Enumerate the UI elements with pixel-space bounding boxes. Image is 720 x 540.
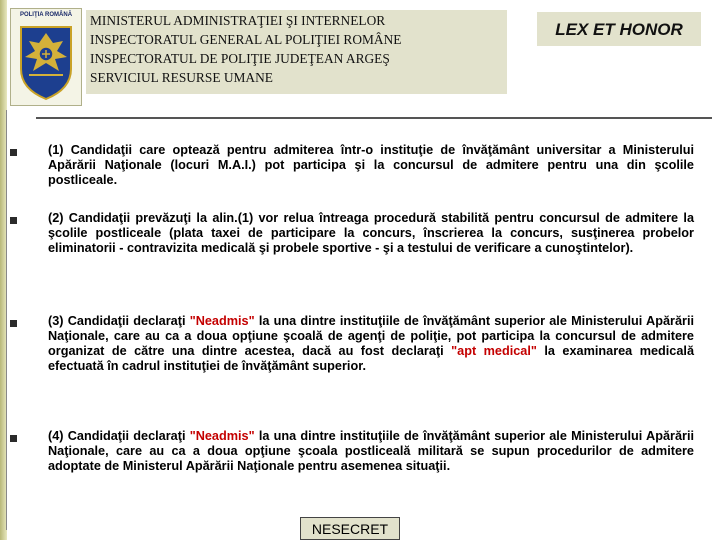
motto-box <box>537 12 701 46</box>
status-neadmis: "Neadmis" <box>189 429 255 443</box>
header-separator <box>36 117 712 119</box>
paragraph-2: (2) Candidaţii prevăzuţi la alin.(1) vor relua întreaga procedură stabilită pentru concursul de admitere la şcolile postliceale (plata taxei de participare la concurs, înscrierea la concurs, susţinerea probelor eliminatorii - contravizita medicală şi probele sportive - şi a testului de verificare a cunoştintelor). <box>48 211 694 255</box>
left-divider-line <box>6 110 7 530</box>
status-neadmis: "Neadmis" <box>189 314 255 328</box>
coat-of-arms-icon <box>15 23 77 101</box>
bullet-icon <box>10 435 17 442</box>
paragraph-1: (1) Candidaţii care optează pentru admiterea într-o instituţie de învăţământ universitar a Ministerului Apărării Naţionale (locuri M.A.I.) pot participa şi la concursul de admitere pentru una din şcolile postliceale. <box>48 143 694 187</box>
classification-label: NESECRET <box>311 521 389 537</box>
paragraph-4-body: la una dintre instituţiile de învăţământ superior ale Ministerului Apărării Naţionale, care au ca a doua opţiune şcoala postliceală militară se supun procedurilor de admitere adoptate de Ministerul Apărării Naţionale pentru asemenea situaţii. <box>48 429 695 473</box>
paragraph-3-end: la examinarea medicală efectuată în cadrul instituţiei de învăţământ superior. <box>48 344 695 373</box>
logo-text: POLIŢIA ROMÂNĂ <box>19 12 73 18</box>
paragraph-3 <box>48 314 694 374</box>
bullet-icon <box>10 149 17 156</box>
police-logo <box>10 8 82 106</box>
header-line-service: SERVICIUL RESURSE UMANE <box>90 70 273 85</box>
paragraph-4-intro: (4) Candidaţii declaraţi <box>48 429 190 443</box>
header-line-general-inspectorate: INSPECTORATUL GENERAL AL POLIŢIEI ROMÂNE <box>90 32 402 47</box>
bullet-icon <box>10 217 17 224</box>
classification-box <box>300 517 400 540</box>
header-line-county-inspectorate: INSPECTORATUL DE POLIŢIE JUDEŢEAN ARGEŞ <box>90 51 390 66</box>
status-apt-medical: "apt medical" <box>451 344 537 358</box>
motto-text: LEX ET HONOR <box>555 20 683 39</box>
bullet-icon <box>10 320 17 327</box>
header-line-ministry: MINISTERUL ADMINISTRAŢIEI ŞI INTERNELOR <box>90 13 386 28</box>
header-box <box>86 10 507 94</box>
paragraph-3-body: la una dintre instituţiile de învăţământ superior ale Ministerului Apărării Naţionale, care au ca a doua opţiune şcoală de agenţi de poliţie, pot participa la concursul de admitere organizat de către una dintre acestea, dacă au fost declaraţi <box>48 314 695 358</box>
paragraph-4 <box>48 429 694 474</box>
paragraph-3-intro: (3) Candidaţii declaraţi <box>48 314 190 328</box>
